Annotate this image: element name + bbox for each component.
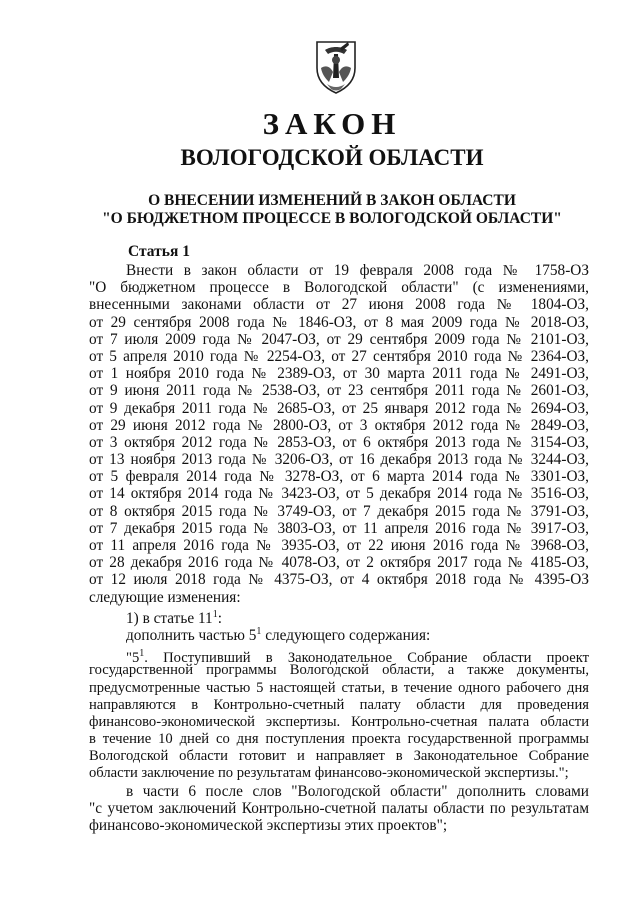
body-line: внесенными законами области от 27 июня 2008 года № 1804-ОЗ,: [89, 296, 589, 314]
body-line: от 8 октября 2015 года № 3749-ОЗ, от 7 декабря 2015 года № 3791-ОЗ,: [89, 502, 589, 520]
region-title: ВОЛОГОДСКОЙ ОБЛАСТИ: [180, 145, 484, 170]
add-part-tail: следующего содержания:: [261, 627, 431, 645]
law-title: ЗАКОН: [262, 106, 402, 141]
coat-of-arms-icon: [311, 38, 361, 94]
quote-rest: . Поступивший в Законодательное Собрание области проект: [144, 649, 589, 666]
quoted-part: [89, 645, 589, 783]
document-title-line: "О БЮДЖЕТНОМ ПРОЦЕССЕ В ВОЛОГОДСКОЙ ОБЛАСТИ": [102, 210, 562, 227]
add-part-line: [89, 623, 589, 645]
part6-line: в части 6 после слов "Вологодской области" дополнить словами: [126, 782, 589, 800]
body-line: от 5 февраля 2014 года № 3278-ОЗ, от 6 марта 2014 года № 3301-ОЗ,: [89, 468, 589, 486]
quote-line: финансово-экономической экспертизы. Контрольно-счетная палата области: [89, 713, 589, 730]
part6-line: финансово-экономической экспертизы этих проектов";: [89, 817, 448, 834]
body-line: от 5 апреля 2010 года № 2254-ОЗ, от 27 сентября 2010 года № 2364-ОЗ,: [89, 347, 589, 365]
item-1: [89, 606, 589, 627]
quote-line: области заключение по результатам финансово-экономической экспертизы.";: [89, 765, 569, 782]
document-title-line: О ВНЕСЕНИИ ИЗМЕНЕНИЙ В ЗАКОН ОБЛАСТИ: [148, 192, 516, 209]
quote-prefix: "5: [126, 649, 140, 666]
body-line: от 13 ноября 2013 года № 3206-ОЗ, от 16 декабря 2013 года № 3244-ОЗ,: [89, 451, 589, 469]
quote-line: Вологодской области готовит и направляет в Законодательное Собрание: [89, 748, 589, 765]
body-line: от 14 октября 2014 года № 3423-ОЗ, от 5 декабря 2014 года № 3516-ОЗ,: [89, 485, 589, 503]
body-line: "О бюджетном процессе в Вологодской области" (с изменениями,: [89, 279, 589, 297]
body-line: от 9 июня 2011 года № 2538-ОЗ, от 23 сентября 2011 года № 2601-ОЗ,: [89, 382, 589, 400]
article-body: [89, 262, 589, 834]
document-title: [12, 192, 640, 228]
body-line: от 3 октября 2012 года № 2853-ОЗ, от 6 октября 2013 года № 3154-ОЗ,: [89, 433, 589, 451]
body-line: от 7 июля 2009 года № 2047-ОЗ, от 29 сентября 2009 года № 2101-ОЗ,: [89, 330, 589, 348]
body-line: от 28 декабря 2016 года № 4078-ОЗ, от 2 октября 2017 года № 4185-ОЗ,: [89, 554, 589, 572]
body-line: от 12 июля 2018 года № 4375-ОЗ, от 4 октября 2018 года № 4395-ОЗ: [89, 571, 589, 589]
add-part-text: дополнить частью 5: [126, 627, 257, 645]
body-line: от 1 ноября 2010 года № 2389-ОЗ, от 30 марта 2011 года № 2491-ОЗ,: [89, 365, 589, 383]
part6-line: "с учетом заключений Контрольно-счетной палаты области по результатам: [89, 799, 589, 817]
body-line: следующие изменения:: [89, 588, 241, 606]
body-line: от 29 июня 2012 года № 2800-ОЗ, от 3 октября 2012 года № 2849-ОЗ,: [89, 416, 589, 434]
quote-line: направляются в Контрольно-счетный палату области для проведения: [89, 696, 589, 713]
body-line: от 7 декабря 2015 года № 3803-ОЗ, от 11 апреля 2016 года № 3917-ОЗ,: [89, 519, 589, 537]
item-1-sup: 1: [212, 608, 218, 620]
body-line: от 11 апреля 2016 года № 3935-ОЗ, от 22 июня 2016 года № 3968-ОЗ,: [89, 537, 589, 554]
quote-line: государственной программы Вологодской области, а также документы,: [89, 662, 589, 679]
item-1-tail: :: [217, 609, 222, 627]
article-heading: Статья 1: [128, 243, 190, 260]
body-line: от 9 декабря 2011 года № 2685-ОЗ, от 25 января 2012 года № 2694-ОЗ,: [89, 399, 589, 417]
quote-line: [89, 645, 589, 666]
item-1-text: 1) в статье 11: [126, 609, 213, 627]
quote-line: в течение 10 дней со дня поступления проекта государственной программы: [89, 731, 589, 748]
body-line: Внести в закон области от 19 февраля 2008 года № 1758-ОЗ: [126, 262, 589, 279]
quote-sup: 1: [139, 648, 145, 660]
body-line: от 29 сентября 2008 года № 1846-ОЗ, от 8 мая 2009 года № 2018-ОЗ,: [89, 313, 589, 331]
quote-line: предусмотренные частью 5 настоящей статьи, в течение одного рабочего дня: [89, 679, 589, 696]
add-part-sup: 1: [256, 625, 262, 637]
